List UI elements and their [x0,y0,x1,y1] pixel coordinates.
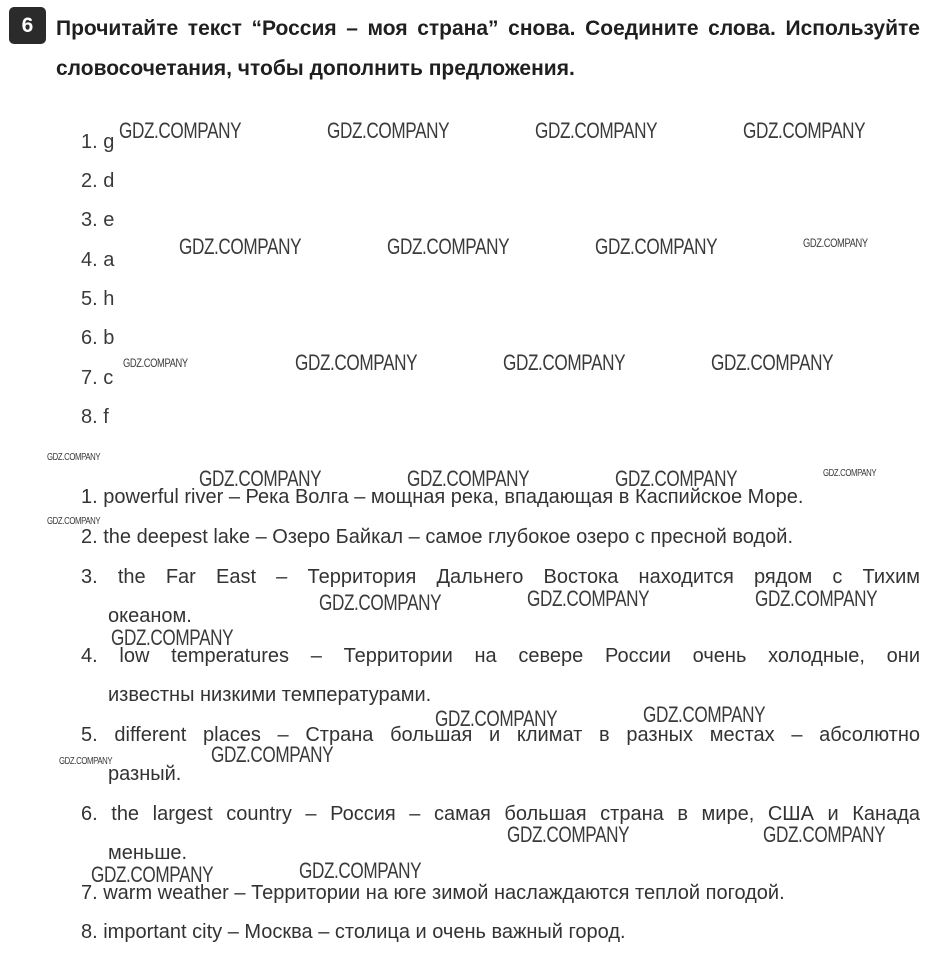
watermark: GDZ.COMPANY [823,468,877,479]
sentence-continuation: разный. [108,763,182,785]
answer-item: 6. b [81,327,115,349]
watermark: GDZ.COMPANY [435,706,558,731]
sentence-item [81,716,920,794]
sentence-item [81,478,920,517]
sentence-item [81,795,920,873]
answer-item: 4. a [81,249,115,271]
sentence-text: 7. warm weather – Территории на юге зимой наслаждаются теплой погодой. [81,882,785,904]
watermark: GDZ.COMPANY [295,350,418,375]
sentence-item [81,558,920,636]
task-number-badge: 6 [9,7,46,44]
watermark: GDZ.COMPANY [803,236,868,250]
watermark: GDZ.COMPANY [527,586,650,611]
watermark: GDZ.COMPANY [595,234,718,259]
sentence-item [81,518,920,557]
watermark: GDZ.COMPANY [91,862,214,887]
watermark: GDZ.COMPANY [319,590,442,615]
sentence-text: 5. different places – Страна большая и климат в разных местах – абсолютно [81,724,920,746]
watermark: GDZ.COMPANY [111,625,234,650]
watermark: GDZ.COMPANY [119,118,242,143]
sentence-item [81,913,920,952]
watermark: GDZ.COMPANY [179,234,302,259]
watermark: GDZ.COMPANY [123,356,188,370]
sentence-text: 1. powerful river – Река Волга – мощная река, впадающая в Каспийское Море. [81,486,804,508]
task-instruction: Прочитайте текст “Россия – моя страна” снова. Соедините слова. Используйте словосочетания, чтобы дополнить предложения. [56,17,920,80]
watermark: GDZ.COMPANY [47,516,101,527]
watermark: GDZ.COMPANY [763,822,886,847]
sentence-item [81,637,920,715]
watermark: GDZ.COMPANY [407,466,530,491]
sentence-item [81,874,920,913]
sentence-continuation: известны низкими температурами. [108,684,432,706]
watermark: GDZ.COMPANY [711,350,834,375]
watermark: GDZ.COMPANY [327,118,450,143]
answer-item: 1. g [81,131,115,153]
answer-item: 2. d [81,170,115,192]
sentence-text: 3. the Far East – Территория Дальнего Востока находится рядом с Тихим [81,566,920,588]
watermark: GDZ.COMPANY [743,118,866,143]
watermark: GDZ.COMPANY [615,466,738,491]
answer-item: 5. h [81,288,115,310]
watermark: GDZ.COMPANY [503,350,626,375]
watermark: GDZ.COMPANY [299,858,422,883]
sentence-continuation: океаном. [108,605,192,627]
answer-item: 3. e [81,209,115,231]
watermark: GDZ.COMPANY [59,756,113,767]
watermark: GDZ.COMPANY [387,234,510,259]
watermark: GDZ.COMPANY [507,822,630,847]
watermark: GDZ.COMPANY [755,586,878,611]
answer-item: 8. f [81,406,109,428]
watermark: GDZ.COMPANY [643,702,766,727]
watermark: GDZ.COMPANY [535,118,658,143]
sentence-continuation: меньше. [108,842,188,864]
sentence-text: 8. important city – Москва – столица и очень важный город. [81,921,626,943]
answer-item: 7. c [81,367,114,389]
watermark: GDZ.COMPANY [199,466,322,491]
sentence-text: 2. the deepest lake – Озеро Байкал – самое глубокое озеро с пресной водой. [81,526,794,548]
sentence-text: 6. the largest country – Россия – самая большая страна в мире, США и Канада [81,803,920,825]
watermark: GDZ.COMPANY [211,742,334,767]
watermark: GDZ.COMPANY [47,452,101,463]
sentence-text: 4. low temperatures – Территории на севере России очень холодные, они [81,645,920,667]
